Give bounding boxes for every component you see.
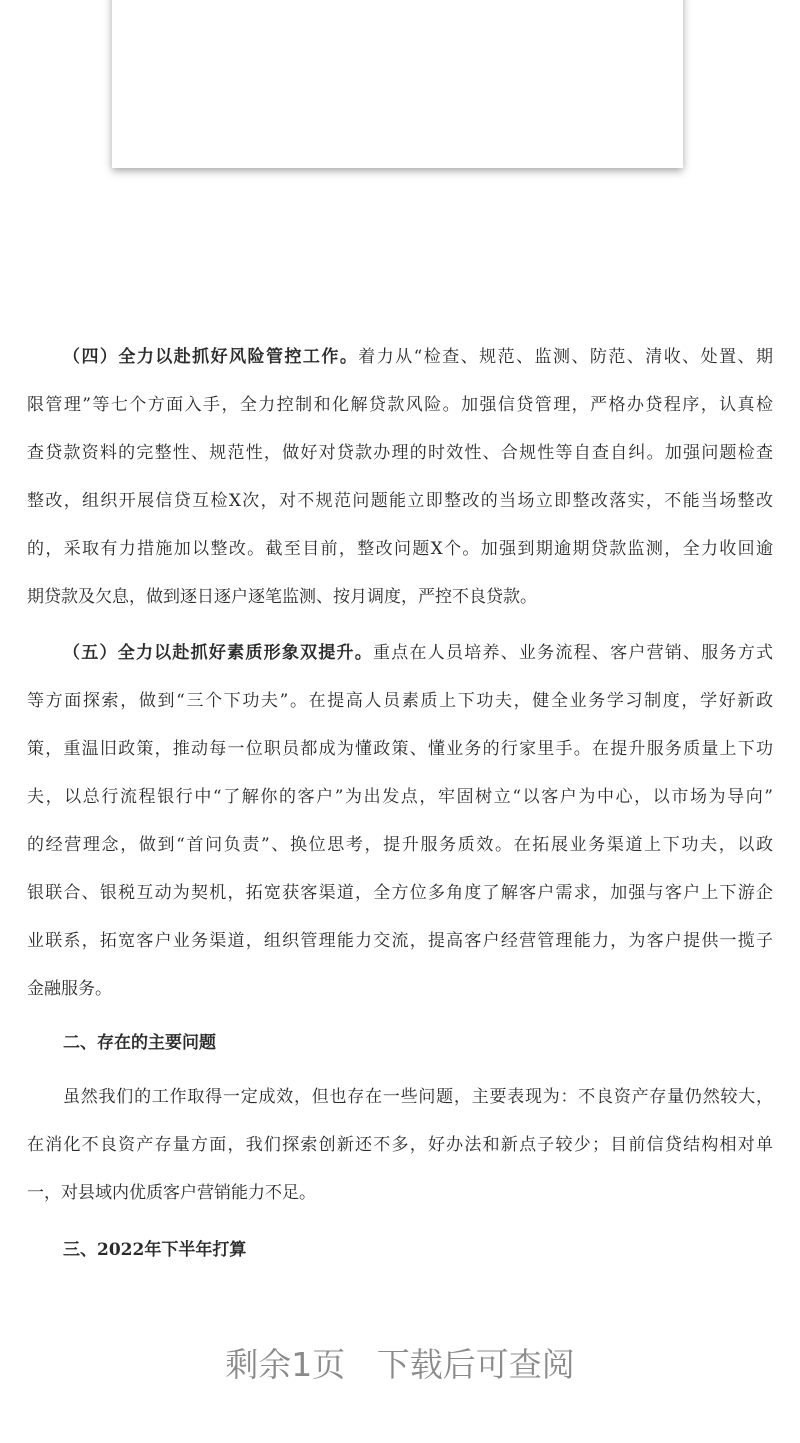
paragraph-problems xyxy=(27,1073,773,1217)
paragraph-line: 等方面探索，做到“三个下功夫”。在提高人员素质上下功夫，健全业务学习制度，学好新政 xyxy=(27,691,773,711)
paragraph-line: 虽然我们的工作取得一定成效，但也存在一些问题，主要表现为：不良资产存量仍然较大， xyxy=(63,1087,773,1107)
paragraph-line: （五）全力以赴抓好素质形象双提升。重点在人员培养、业务流程、客户营销、服务方式 xyxy=(63,643,773,663)
download-prompt[interactable]: 剩余1页 下载后可查阅 xyxy=(225,1345,575,1384)
paragraph-line: 的，采取有力措施加以整改。截至目前，整改问题X个。加强到期逾期贷款监测，全力收回逾 xyxy=(27,539,773,559)
paragraph-line: （四）全力以赴抓好风险管控工作。着力从“检查、规范、监测、防范、清收、处置、期 xyxy=(63,347,773,367)
paragraph-title: （五）全力以赴抓好素质形象双提升。 xyxy=(63,643,374,663)
paragraph-risk-control xyxy=(27,333,773,621)
paragraph-line: 限管理”等七个方面入手，全力控制和化解贷款风险。加强信贷管理，严格办贷程序，认真检 xyxy=(27,395,773,415)
paragraph-line: 查贷款资料的完整性、规范性，做好对贷款办理的时效性、合规性等自查自纠。加强问题检查 xyxy=(27,443,773,463)
paragraph-line: 银联合、银税互动为契机，拓宽获客渠道，全方位多角度了解客户需求，加强与客户上下游企 xyxy=(27,883,773,903)
paragraph-quality-image xyxy=(27,629,773,1013)
paragraph-line: 业联系，拓宽客户业务渠道，组织管理能力交流，提高客户经营管理能力，为客户提供一揽子 xyxy=(27,931,773,951)
paragraph-line: 一，对县域内优质客户营销能力不足。 xyxy=(27,1183,316,1203)
previous-page-preview xyxy=(112,0,683,168)
paragraph-line: 的经营理念，做到“首问负责”、换位思考，提升服务质效。在拓展业务渠道上下功夫，以政 xyxy=(27,835,773,855)
paragraph-line: 金融服务。 xyxy=(27,979,112,999)
paragraph-title: （四）全力以赴抓好风险管控工作。 xyxy=(63,347,359,367)
paragraph-line: 夫，以总行流程银行中“了解你的客户”为出发点，牢固树立“以客户为中心，以市场为导向” xyxy=(27,787,773,807)
section-heading-plan: 三、2022年下半年打算 xyxy=(63,1240,247,1260)
paragraph-line: 在消化不良资产存量方面，我们探索创新还不多，好办法和新点子较少；目前信贷结构相对单 xyxy=(27,1135,773,1155)
paragraph-line: 期贷款及欠息，做到逐日逐户逐笔监测、按月调度，严控不良贷款。 xyxy=(27,587,537,607)
paragraph-line: 整改，组织开展信贷互检X次，对不规范问题能立即整改的当场立即整改落实，不能当场整改 xyxy=(27,491,773,511)
section-heading-problems: 二、存在的主要问题 xyxy=(63,1033,216,1053)
paragraph-line: 策，重温旧政策，推动每一位职员都成为懂政策、懂业务的行家里手。在提升服务质量上下功 xyxy=(27,739,773,759)
